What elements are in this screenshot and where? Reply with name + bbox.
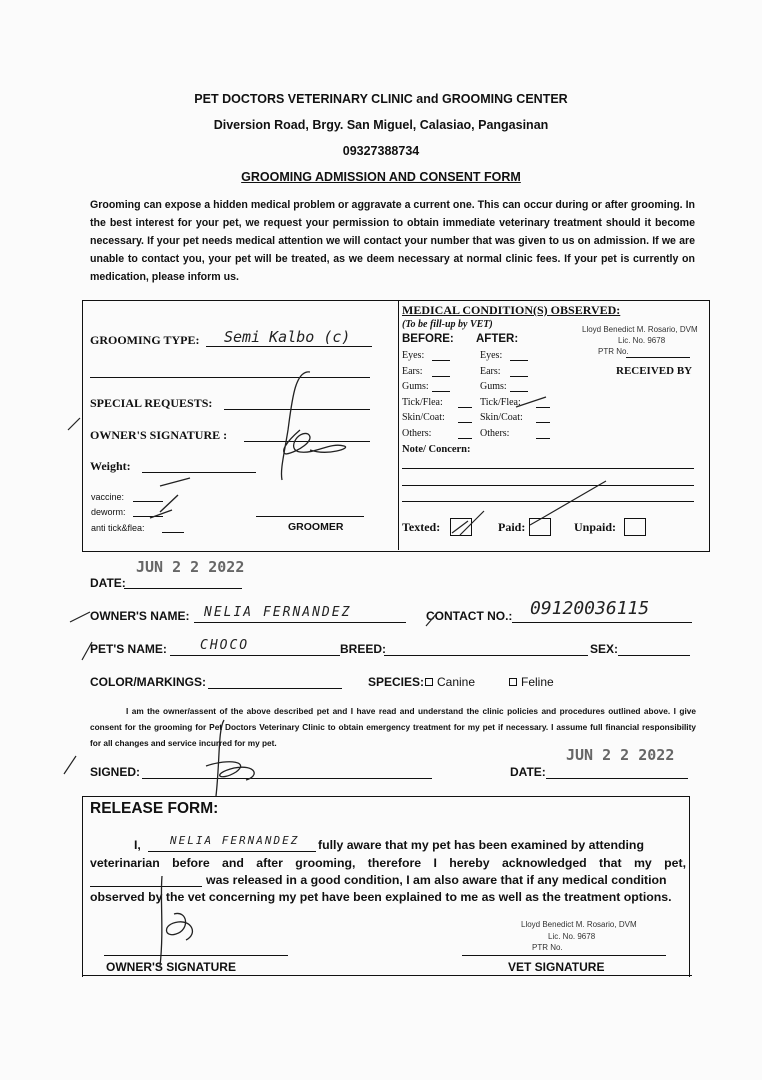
grooming-type-line	[206, 346, 372, 347]
received-by-label: RECEIVED BY	[616, 365, 693, 377]
sex-label: SEX:	[590, 642, 619, 656]
unpaid-checkbox[interactable]	[624, 518, 646, 536]
after-item-label: Others:	[480, 427, 510, 439]
release-vet-stamp-ptr: PTR No.	[532, 943, 563, 952]
intro-paragraph: Grooming can expose a hidden medical problem or aggravate a current one. This can occur during or after grooming. In the best interest for your pet, we request your permission to obtain immediate veterinary treatment should it become necessary. If your pet needs medical attention we will contact your number that was given to us on admission. If we are unable to contact you, your pet will be treated, as we deem necessary at normal clinic fees. If your pet is currently on medication, please inform us.	[90, 199, 695, 283]
vet-stamp-lic: Lic. No. 9678	[618, 336, 666, 345]
before-item-label: Others:	[402, 427, 432, 439]
form-title: GROOMING ADMISSION AND CONSENT FORM	[241, 170, 521, 184]
canine-label: Canine	[437, 675, 476, 689]
release-line-3: was released in a good condition, I am also aware that if any medical condition	[206, 873, 667, 887]
species-label: SPECIES:	[368, 675, 425, 689]
clinic-name: PET DOCTORS VETERINARY CLINIC and GROOMING CENTER	[194, 92, 568, 106]
signed-scribble	[60, 700, 320, 810]
before-item-label: Eyes:	[402, 350, 425, 361]
paid-label: Paid:	[498, 520, 526, 534]
feline-label: Feline	[521, 675, 554, 689]
vet-stamp-name: Lloyd Benedict M. Rosario, DVM	[582, 325, 698, 334]
signed-date-label: DATE:	[510, 765, 546, 779]
canine-checkbox[interactable]	[425, 678, 433, 686]
release-owner-signature-scribble	[140, 870, 230, 970]
signed-date-stamp: JUN 2 2 2022	[566, 746, 675, 764]
signed-date-line[interactable]	[546, 778, 688, 779]
pet-name-label: PET'S NAME:	[90, 642, 167, 656]
owner-signature-label: OWNER'S SIGNATURE :	[90, 428, 228, 442]
pet-name-line[interactable]	[170, 655, 340, 656]
release-line-2: veterinarian before and after grooming, therefore I hereby acknowledged that my pet,	[90, 856, 686, 870]
contact-line[interactable]	[512, 622, 692, 623]
grooming-type-label: GROOMING TYPE:	[90, 333, 200, 347]
release-owner-name[interactable]: NELIA FERNANDEZ	[170, 834, 300, 847]
weight-label: Weight:	[90, 459, 131, 473]
after-item-label: Eyes:	[480, 350, 503, 361]
release-vet-signature-label: VET SIGNATURE	[508, 960, 605, 974]
owner-name-value[interactable]: NELIA FERNANDEZ	[204, 605, 352, 620]
texted-label: Texted:	[402, 520, 441, 534]
grooming-type-value[interactable]: Semi Kalbo (c)	[224, 328, 351, 346]
medical-title: MEDICAL CONDITION(S) OBSERVED:	[402, 303, 621, 317]
contact-label: CONTACT NO.:	[426, 609, 513, 623]
consent-paragraph: I am the owner/assent of the above described pet and I have read and understand the clinic policies and procedures outlined above. I give consent for the grooming for Pet Doctors Veterinary Clinic to obtain emergency treatment for my pet if necessary. I assume full financial responsibility for all changes and service incurred for my pet.	[90, 706, 696, 748]
panel-divider	[398, 300, 399, 550]
color-markings-line[interactable]	[208, 688, 342, 689]
before-item-label: Gums:	[402, 381, 429, 392]
groomer-label: GROOMER	[288, 521, 344, 533]
breed-label: BREED:	[340, 642, 387, 656]
after-label: AFTER:	[476, 333, 519, 345]
clinic-address: Diversion Road, Brgy. San Miguel, Calasiao, Pangasinan	[213, 118, 549, 132]
vet-stamp-ptr: PTR No.	[598, 347, 629, 356]
note-label: Note/ Concern:	[402, 444, 471, 455]
after-item-label: Tick/Flea:	[480, 396, 521, 408]
release-line-1: fully aware that my pet has been examined by attending	[318, 838, 644, 852]
owner-name-label: OWNER'S NAME:	[90, 609, 190, 623]
feline-checkbox[interactable]	[509, 678, 517, 686]
pet-name-value[interactable]: CHOCO	[200, 638, 250, 653]
after-item-label: Ears:	[480, 365, 501, 377]
before-item-label: Ears:	[402, 365, 423, 377]
special-requests-label: SPECIAL REQUESTS:	[90, 396, 213, 410]
after-item-line[interactable]	[510, 376, 528, 377]
before-item-line[interactable]	[432, 360, 450, 361]
unpaid-label: Unpaid:	[574, 520, 617, 534]
date-stamp: JUN 2 2 2022	[136, 558, 245, 576]
signed-label: SIGNED:	[90, 765, 141, 779]
release-bottom-line	[82, 975, 692, 976]
owner-row-marks	[66, 606, 446, 666]
before-item-label: Tick/Flea:	[402, 396, 443, 408]
breed-line[interactable]	[384, 655, 588, 656]
anti-tick-label: anti tick&flea:	[91, 523, 145, 533]
sex-line[interactable]	[618, 655, 690, 656]
color-markings-label: COLOR/MARKINGS:	[90, 675, 206, 689]
date-line[interactable]	[124, 588, 242, 589]
before-item-line[interactable]	[432, 376, 450, 377]
before-item-label: Skin/Coat:	[402, 412, 445, 423]
ptr-line	[626, 357, 690, 358]
after-item-label: Skin/Coat:	[480, 412, 523, 423]
medical-subtitle: (To be fill-up by VET)	[402, 319, 493, 330]
after-item-label: Gums:	[480, 381, 507, 392]
checkmark-scribbles	[440, 385, 620, 545]
date-label: DATE:	[90, 576, 126, 590]
clinic-phone: 09327388734	[342, 144, 420, 158]
release-vet-stamp-lic: Lic. No. 9678	[548, 932, 596, 941]
release-line-4: observed by the vet concerning my pet have been explained to me as well as the treatment options.	[90, 890, 672, 904]
deworm-label: deworm:	[91, 507, 126, 517]
release-name-line[interactable]	[148, 851, 316, 852]
after-item-line[interactable]	[510, 360, 528, 361]
contact-value[interactable]: 09120036115	[530, 598, 650, 619]
release-i-prefix: I,	[134, 838, 141, 852]
before-label: BEFORE:	[402, 333, 454, 345]
release-title: RELEASE FORM:	[90, 800, 219, 817]
vaccine-label: vaccine:	[91, 492, 125, 502]
vet-signature-line[interactable]	[462, 955, 666, 956]
release-vet-stamp-name: Lloyd Benedict M. Rosario, DVM	[521, 920, 637, 929]
release-owner-signature-label: OWNER'S SIGNATURE	[106, 960, 236, 974]
owner-signature-scribble	[60, 360, 380, 540]
